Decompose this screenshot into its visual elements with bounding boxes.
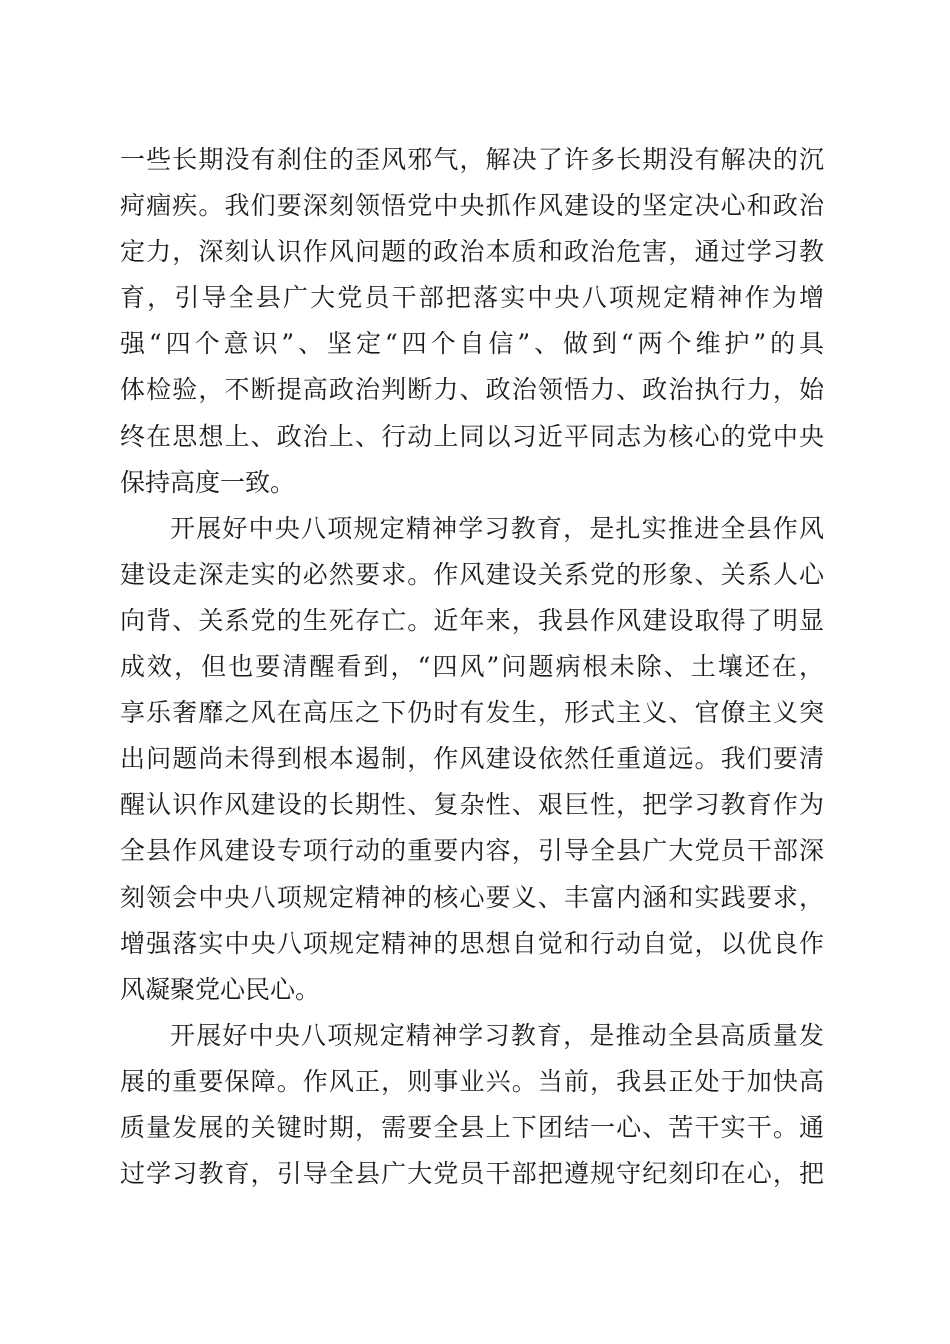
- document-body: [120, 137, 824, 1197]
- paragraph-2-line: 全县作风建设专项行动的重要内容，引导全县广大党员干部深: [120, 836, 824, 866]
- paragraph-2-line: 向背、关系党的生死存亡。近年来，我县作风建设取得了明显: [120, 605, 824, 635]
- paragraph-2-line: 享乐奢靡之风在高压之下仍时有发生，形式主义、官僚主义突: [120, 698, 824, 728]
- paragraph-3-line: 质量发展的关键时期，需要全县上下团结一心、苦干实干。通: [120, 1112, 824, 1142]
- paragraph-3-line: 展的重要保障。作风正，则事业兴。当前，我县正处于加快高: [120, 1066, 824, 1096]
- paragraph-2-line: 开展好中央八项规定精神学习教育，是扎实推进全县作风: [170, 513, 824, 543]
- paragraph-2-line: 刻领会中央八项规定精神的核心要义、丰富内涵和实践要求，: [120, 882, 824, 912]
- paragraph-2-line: 增强落实中央八项规定精神的思想自觉和行动自觉，以优良作: [120, 928, 824, 958]
- paragraph-1-line: 定力，深刻认识作风问题的政治本质和政治危害，通过学习教: [120, 237, 824, 267]
- paragraph-1-line: 一些长期没有刹住的歪风邪气，解决了许多长期没有解决的沉: [120, 145, 824, 174]
- paragraph-1-line: 育，引导全县广大党员干部把落实中央八项规定精神作为增: [120, 283, 824, 313]
- paragraph-2-line: 醒认识作风建设的长期性、复杂性、艰巨性，把学习教育作为: [120, 790, 824, 820]
- paragraph-3-line: 过学习教育，引导全县广大党员干部把遵规守纪刻印在心，把: [120, 1159, 824, 1189]
- paragraph-1-line: 终在思想上、政治上、行动上同以习近平同志为核心的党中央: [120, 421, 824, 451]
- paragraph-2-line: 风凝聚党心民心。: [120, 974, 321, 1004]
- paragraph-2-line: 成效，但也要清醒看到，“四风”问题病根未除、土壤还在，: [120, 652, 824, 682]
- paragraph-2-line: 出问题尚未得到根本遏制，作风建设依然任重道远。我们要清: [120, 744, 824, 774]
- paragraph-1-line: 保持高度一致。: [120, 467, 296, 497]
- paragraph-1-line: 体检验，不断提高政治判断力、政治领悟力、政治执行力，始: [120, 375, 824, 405]
- paragraph-3-line: 开展好中央八项规定精神学习教育，是推动全县高质量发: [170, 1020, 824, 1050]
- paragraph-2-line: 建设走深走实的必然要求。作风建设关系党的形象、关系人心: [120, 559, 824, 589]
- paragraph-1-line: 强“四个意识”、坚定“四个自信”、做到“两个维护”的具: [120, 329, 824, 359]
- paragraph-1-line: 疴痼疾。我们要深刻领悟党中央抓作风建设的坚定决心和政治: [120, 191, 824, 221]
